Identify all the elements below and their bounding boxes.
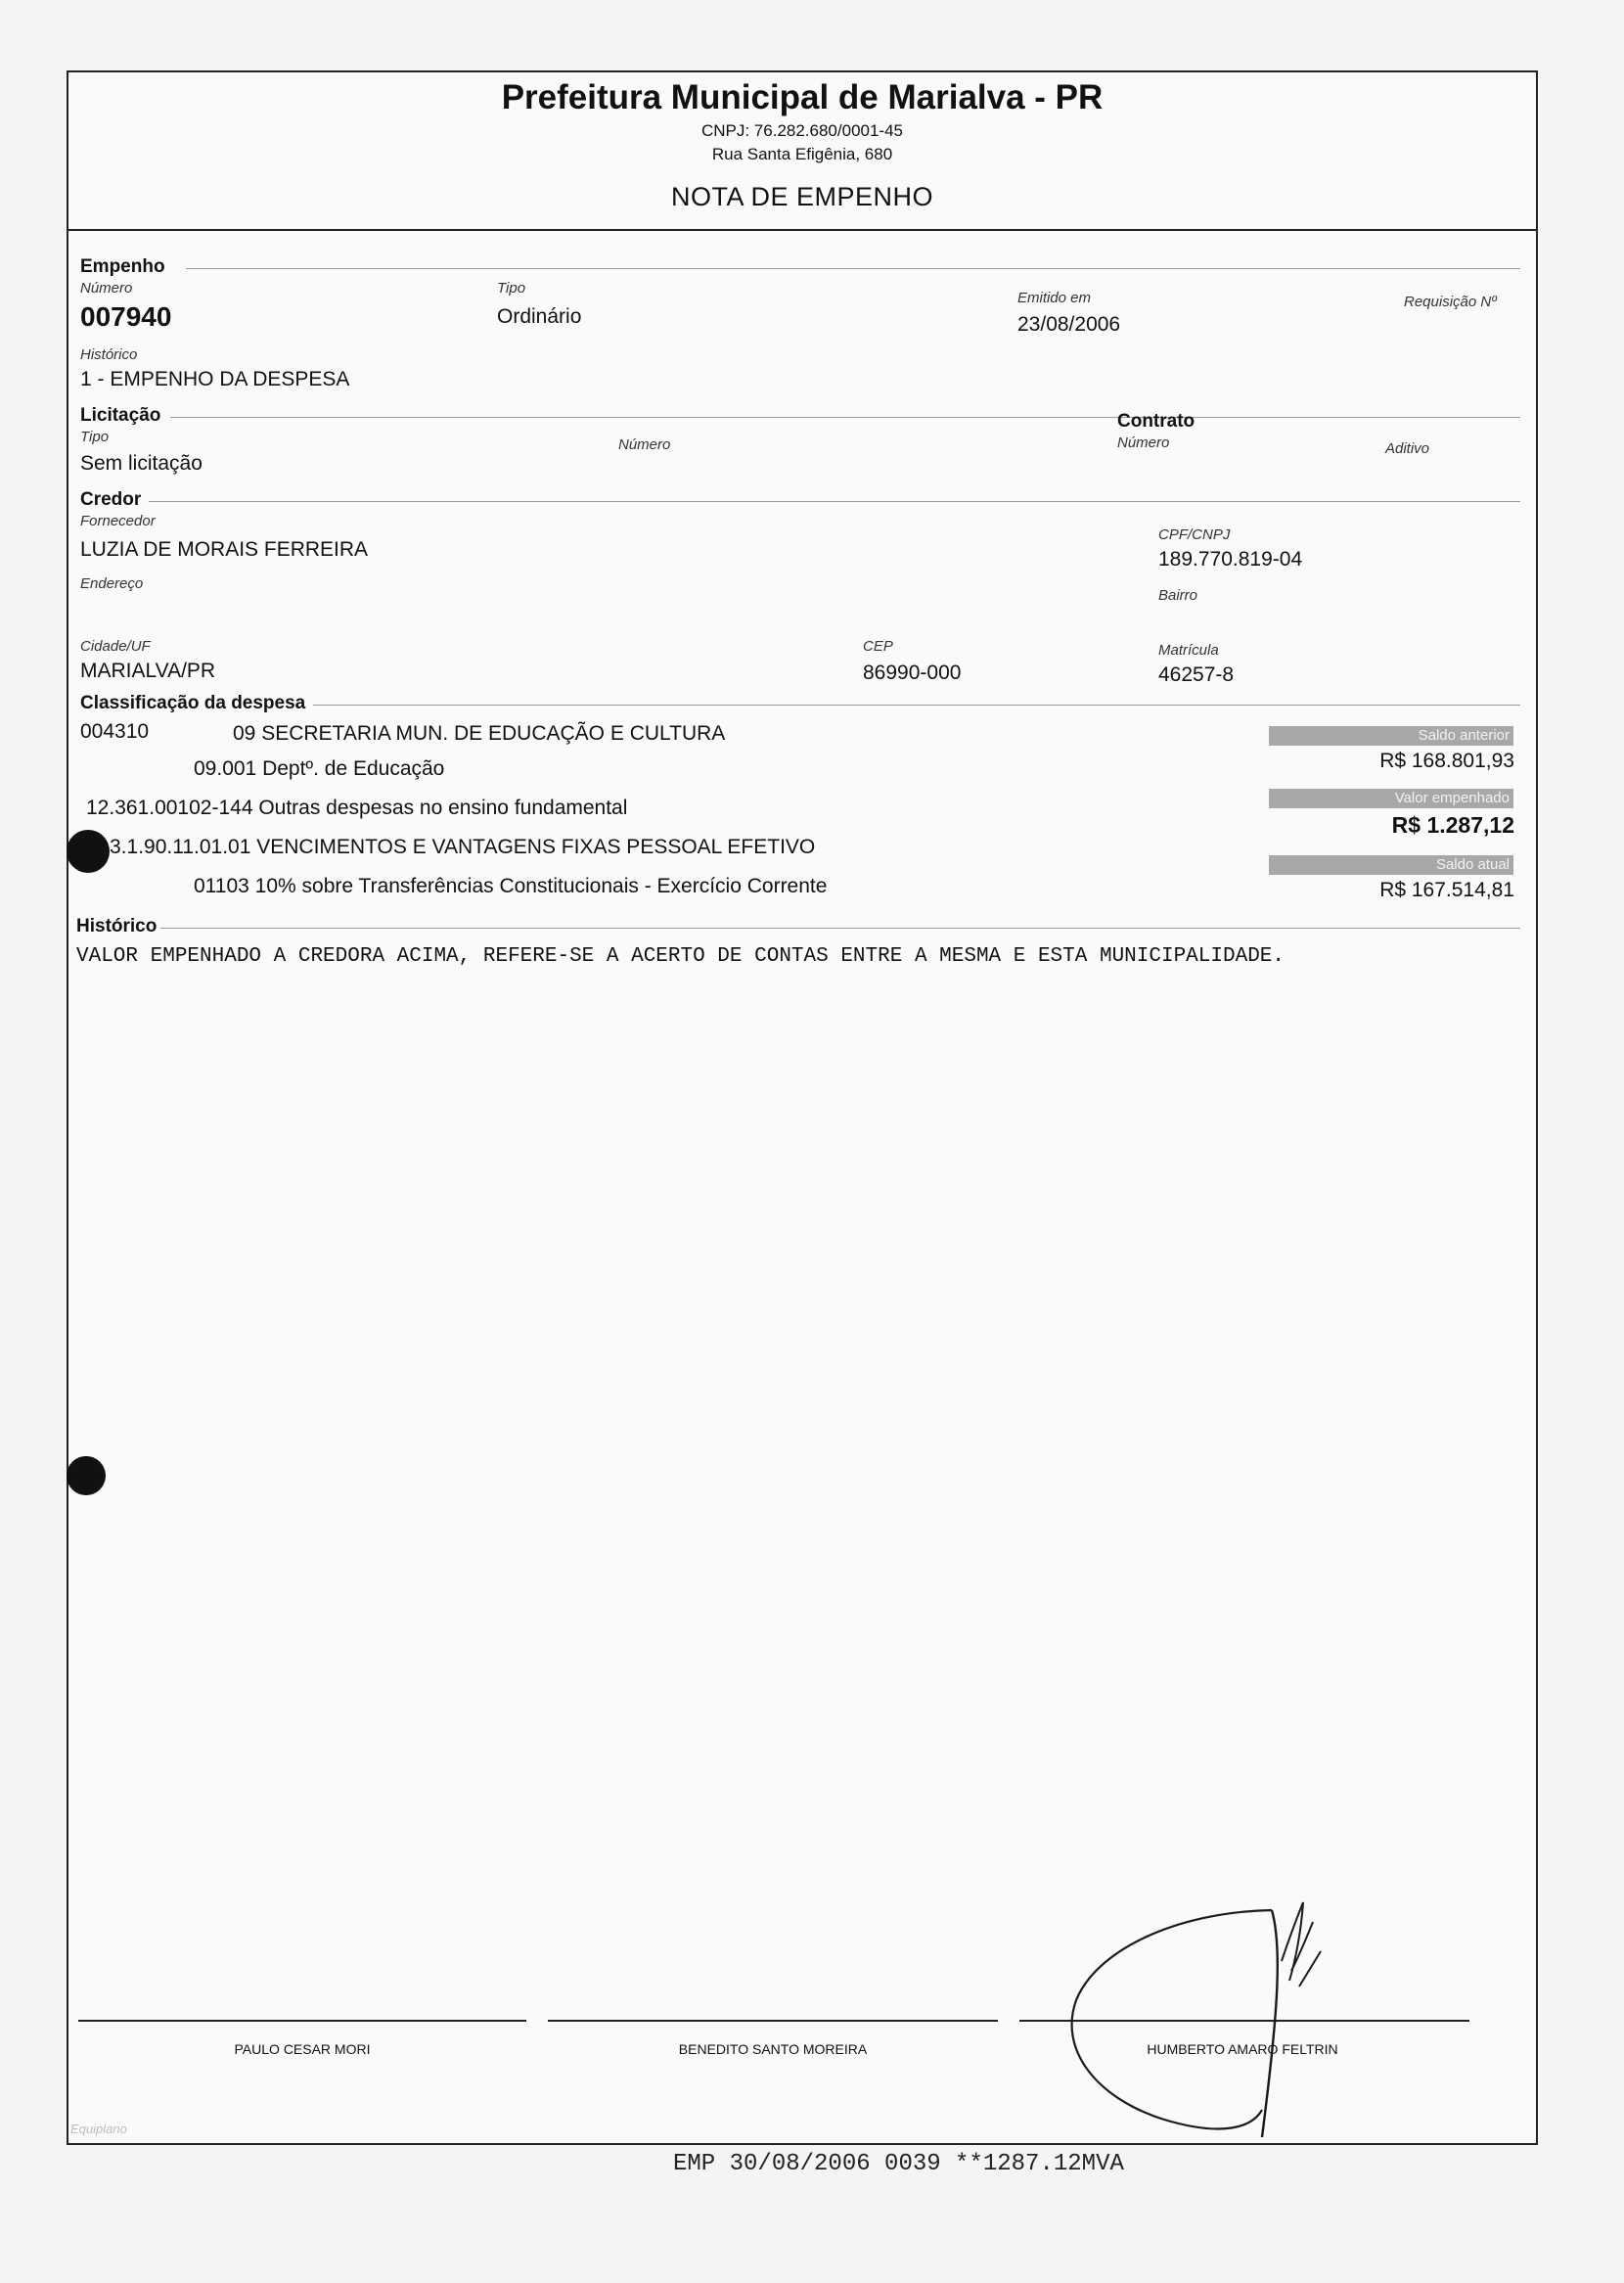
saldo-atual-value: R$ 167.514,81 <box>1379 879 1514 901</box>
saldo-atual-label: Saldo atual <box>1269 855 1513 875</box>
requisicao-label: Requisição Nº <box>1404 294 1497 310</box>
signature-line <box>78 2020 526 2022</box>
classificacao-code: 004310 <box>80 720 150 743</box>
section-credor: Credor <box>80 489 142 510</box>
numero-label: Número <box>80 280 133 297</box>
handwritten-signature-icon <box>1057 1893 1409 2147</box>
fornecedor-name: LUZIA DE MORAIS FERREIRA <box>80 538 369 561</box>
bairro-label: Bairro <box>1158 587 1198 604</box>
document-title: NOTA DE EMPENHO <box>670 182 934 211</box>
divider <box>186 268 1520 269</box>
matricula-value: 46257-8 <box>1158 663 1235 686</box>
section-licitacao: Licitação <box>80 405 161 426</box>
historico-text: VALOR EMPENHADO A CREDORA ACIMA, REFERE-SE A ACERTO DE CONTAS ENTRE A MESMA E ESTA MUNICIPALIDADE. <box>76 945 1286 968</box>
licitacao-numero-label: Número <box>618 436 671 453</box>
footer-brand: Equiplano <box>70 2122 127 2136</box>
classificacao-fonte: 01103 10% sobre Transferências Constitucionais - Exercício Corrente <box>194 875 828 897</box>
document-header <box>68 72 1536 231</box>
signatory-2: BENEDITO SANTO MOREIRA <box>678 2041 868 2057</box>
licitacao-tipo-label: Tipo <box>80 429 110 445</box>
cep-value: 86990-000 <box>863 662 962 684</box>
divider <box>149 501 1520 502</box>
cep-label: CEP <box>863 638 893 655</box>
tipo-label: Tipo <box>497 280 526 297</box>
historico-label: Histórico <box>80 346 138 363</box>
document-sheet <box>67 70 1538 2145</box>
cidade-value: MARIALVA/PR <box>80 660 216 682</box>
endereco-label: Endereço <box>80 575 144 592</box>
cpf-value: 189.770.819-04 <box>1158 548 1303 571</box>
classificacao-funcional: 12.361.00102-144 Outras despesas no ensino fundamental <box>86 797 628 819</box>
section-contrato: Contrato <box>1117 411 1195 432</box>
classificacao-orgao: 09 SECRETARIA MUN. DE EDUCAÇÃO E CULTURA <box>233 722 726 745</box>
cidade-label: Cidade/UF <box>80 638 151 655</box>
empenho-numero: 007940 <box>80 301 172 332</box>
empenho-historico: 1 - EMPENHO DA DESPESA <box>80 368 350 390</box>
saldo-anterior-label: Saldo anterior <box>1269 726 1513 746</box>
section-classificacao: Classificação da despesa <box>80 693 306 713</box>
punch-hole <box>67 1456 106 1495</box>
punch-hole <box>67 830 110 873</box>
signature-line <box>548 2020 998 2022</box>
emitido-date: 23/08/2006 <box>1017 313 1121 336</box>
signatory-3: HUMBERTO AMARO FELTRIN <box>1147 2041 1338 2057</box>
contrato-aditivo-label: Aditivo <box>1385 440 1430 457</box>
address: Rua Santa Efigênia, 680 <box>711 145 893 163</box>
municipality-title: Prefeitura Municipal de Marialva - PR <box>501 78 1104 116</box>
divider <box>170 417 1520 418</box>
empenho-tipo: Ordinário <box>497 305 582 328</box>
matricula-label: Matrícula <box>1158 642 1219 659</box>
section-empenho: Empenho <box>80 256 165 277</box>
emitido-label: Emitido em <box>1017 290 1092 306</box>
saldo-anterior-value: R$ 168.801,93 <box>1379 750 1514 772</box>
fornecedor-label: Fornecedor <box>80 513 156 529</box>
signatory-1: PAULO CESAR MORI <box>234 2041 371 2057</box>
classificacao-elemento: 3.1.90.11.01.01 VENCIMENTOS E VANTAGENS FIXAS PESSOAL EFETIVO <box>110 836 816 858</box>
section-historico: Histórico <box>76 916 158 936</box>
valor-empenhado-value: R$ 1.287,12 <box>1391 812 1514 838</box>
divider <box>313 705 1520 706</box>
cnpj: CNPJ: 76.282.680/0001-45 <box>700 121 904 140</box>
classificacao-unidade: 09.001 Deptº. de Educação <box>194 757 445 780</box>
valor-empenhado-label: Valor empenhado <box>1269 789 1513 808</box>
cpf-label: CPF/CNPJ <box>1158 526 1231 543</box>
licitacao-tipo: Sem licitação <box>80 452 203 475</box>
divider <box>160 928 1520 929</box>
register-stamp: EMP 30/08/2006 0039 **1287.12MVA <box>673 2151 1124 2177</box>
contrato-numero-label: Número <box>1117 434 1170 451</box>
